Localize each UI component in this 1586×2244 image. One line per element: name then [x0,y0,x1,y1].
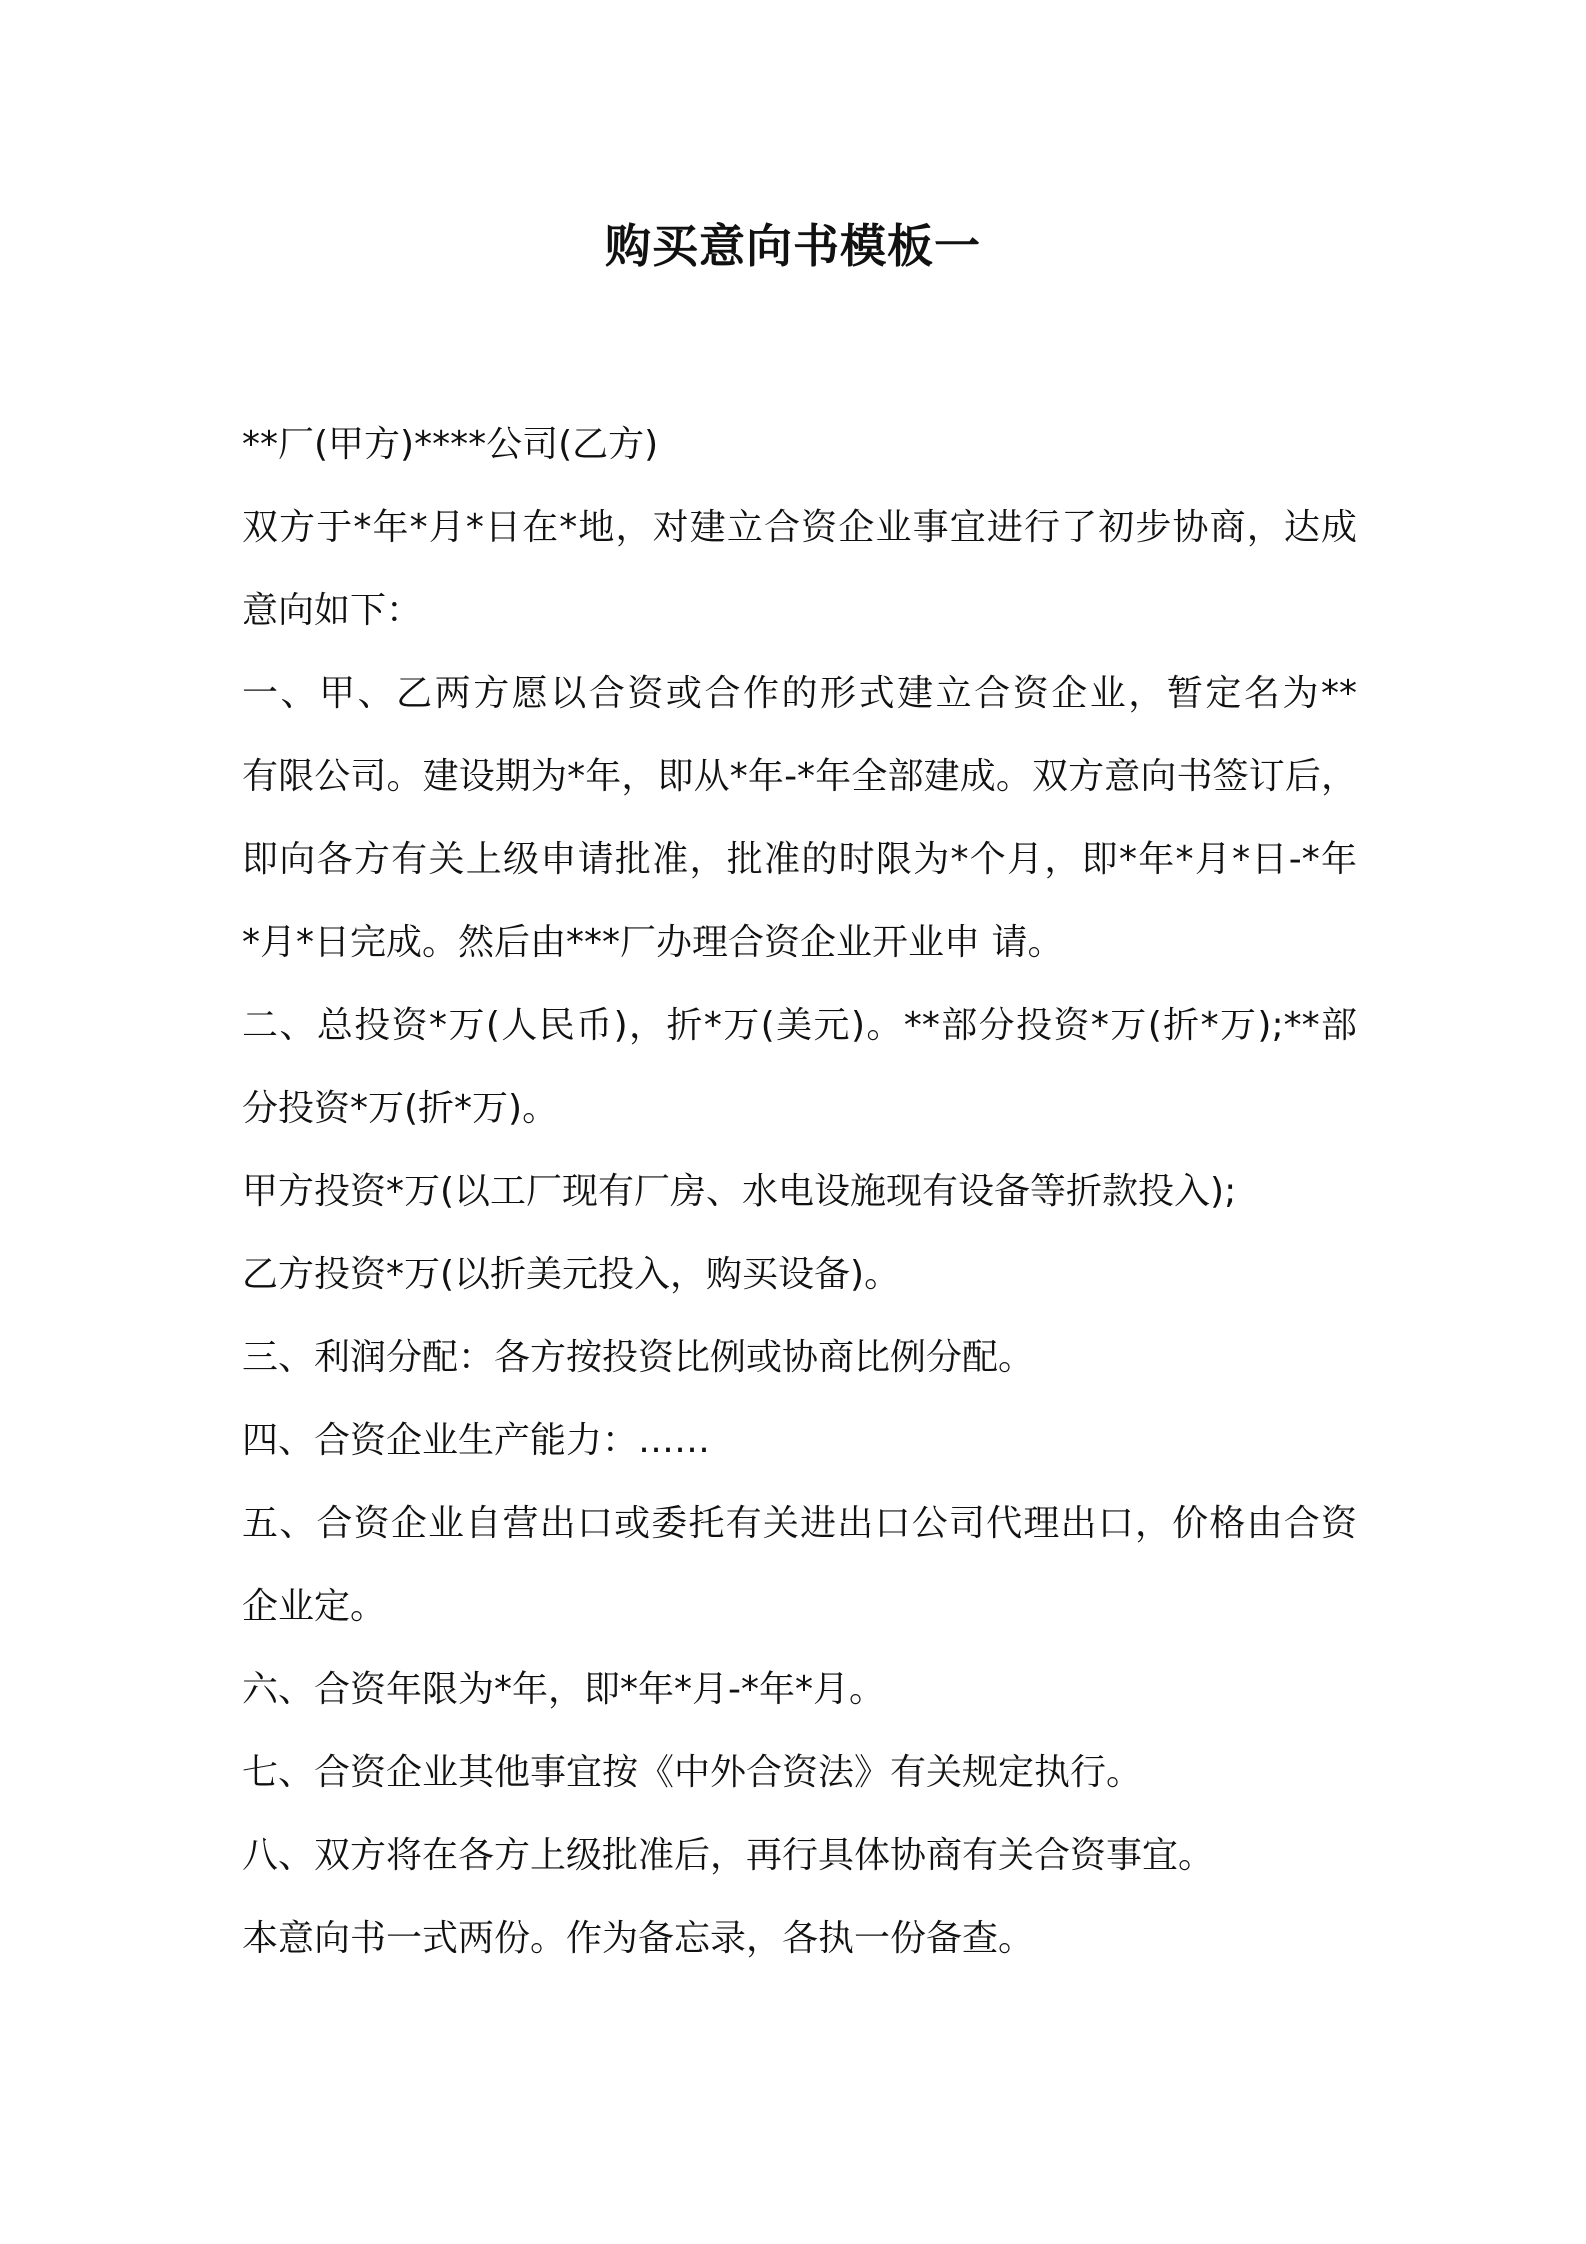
clause-3-line: 三、利润分配：各方按投资比例或协商比例分配。 [242,1337,1035,1378]
party-a-investment-line: 甲方投资*万(以工厂现有厂房、水电设施现有设备等折款投入); [242,1171,1237,1212]
document-title: 购买意向书模板一 [605,219,981,273]
clause-1-line-3: 即向各方有关上级申请批准，批准的时限为*个月，即*年*月*日-*年 [242,839,1357,880]
document-body [242,403,1357,1980]
clause-2-line-2: 分投资*万(折*万)。 [242,1088,559,1129]
clause-2-line-1: 二、总投资*万(人民币)，折*万(美元)。**部分投资*万(折*万);**部 [242,1005,1357,1046]
clause-6-line: 六、合资年限为*年，即*年*月-*年*月。 [242,1669,885,1710]
clause-5-line-1: 五、合资企业自营出口或委托有关进出口公司代理出口，价格由合资 [242,1503,1357,1544]
parties-line: **厂(甲方)****公司(乙方) [242,424,659,465]
clause-4-line: 四、合资企业生产能力：…… [242,1420,711,1461]
clause-8-line: 八、双方将在各方上级批准后，再行具体协商有关合资事宜。 [242,1835,1215,1876]
intro-line-1: 双方于*年*月*日在*地，对建立合资企业事宜进行了初步协商，达成 [242,507,1357,548]
intro-line-2: 意向如下： [242,590,423,631]
clause-1-line-1: 一、甲、乙两方愿以合资或合作的形式建立合资企业，暂定名为** [242,673,1357,714]
clause-1-line-4: *月*日完成。然后由***厂办理合资企业开业申 请。 [242,922,1064,963]
closing-line: 本意向书一式两份。作为备忘录，各执一份备查。 [242,1918,1035,1959]
clause-1-line-2: 有限公司。建设期为*年，即从*年-*年全部建成。双方意向书签订后， [242,756,1357,797]
clause-7-line: 七、合资企业其他事宜按《中外合资法》有关规定执行。 [242,1752,1143,1793]
party-b-investment-line: 乙方投资*万(以折美元投入，购买设备)。 [242,1254,901,1295]
clause-5-line-2: 企业定。 [242,1586,387,1627]
